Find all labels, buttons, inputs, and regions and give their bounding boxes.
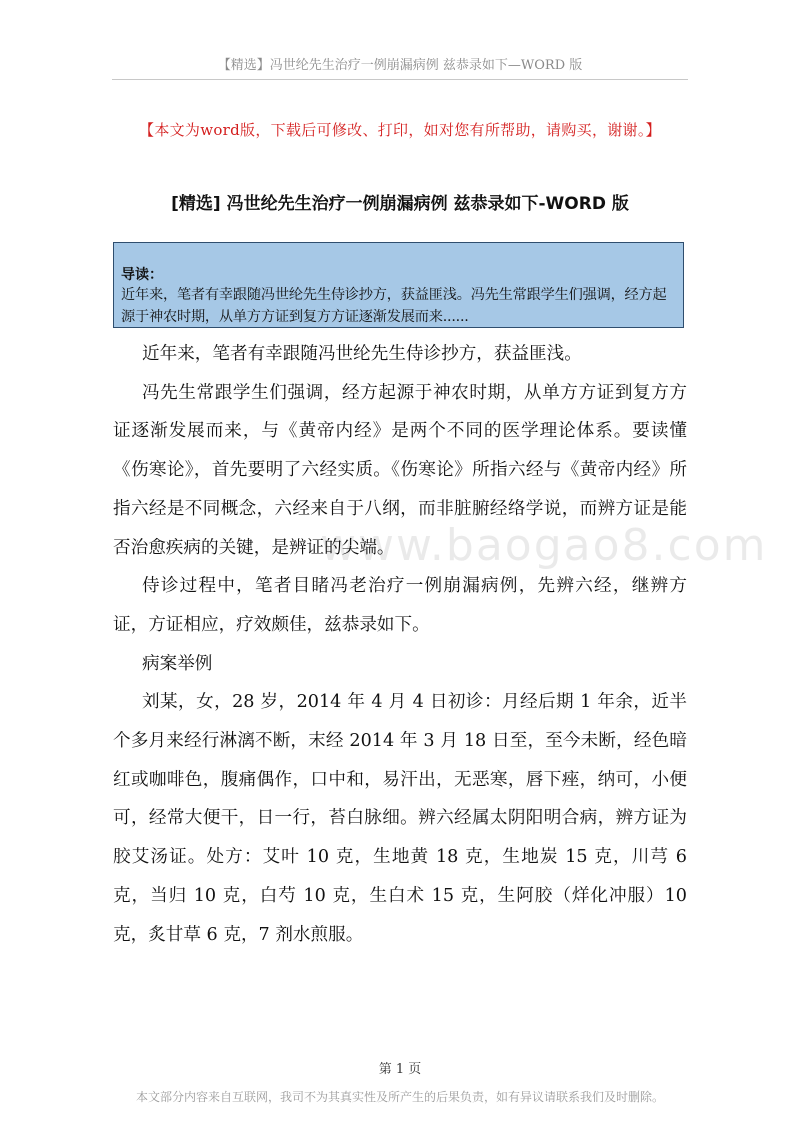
intro-label: 导读： — [121, 267, 163, 283]
watermark: www.baogao8.com — [320, 520, 768, 571]
intro-text: 近年来，笔者有幸跟随冯世纶先生侍诊抄方，获益匪浅。冯先生常跟学生们强调，经方起源于神农时期，从单方方证到复方方证逐渐发展而来...... — [121, 287, 667, 325]
paragraph-1: 近年来，笔者有幸跟随冯世纶先生侍诊抄方，获益匪浅。 — [142, 344, 582, 364]
page-number: 第 1 页 — [378, 1062, 422, 1077]
footer-disclaimer: 本文部分内容来自互联网，我司不为其真实性及所产生的后果负责，如有异议请联系我们及时删除。 — [135, 1090, 664, 1104]
intro-box — [113, 242, 684, 328]
word-version-notice: 【本文为word版，下载后可修改、打印，如对您有所帮助，请购买，谢谢。】 — [139, 121, 661, 139]
document-title: [精选] 冯世纶先生治疗一例崩漏病例 兹恭录如下-WORD 版 — [171, 194, 629, 214]
body-text — [113, 335, 687, 954]
section-heading: 病案举例 — [142, 653, 213, 674]
running-header: 【精选】冯世纶先生治疗一例崩漏病例 兹恭录如下—WORD 版 — [112, 54, 688, 80]
paragraph-case: 刘某，女，28 岁，2014 年 4 月 4 日初诊：月经后期 1 年余，近半个多月来经行淋漓不断，末经 2014 年 3 月 18 日至，至今未断，经色暗红或咖啡色，腹痛偶作，口中和，易汗出，无恶寒，唇下痤，纳可，小便可，经常大便干，日一行，苔白脉细。辨六经属太阴阳明合病，辨方证为胶艾汤证。处方：艾叶 10 克，生地黄 18 克，生地炭 15 克，川芎 6 克，当归 10 克，白芍 10 克，生白术 15 克，生阿胶（烊化冲服）10 克，炙甘草 6 克，7 剂水煎服。 — [113, 692, 687, 945]
paragraph-3: 侍诊过程中，笔者目睹冯老治疗一例崩漏病例，先辨六经，继辨方证，方证相应，疗效颇佳，兹恭录如下。 — [113, 576, 687, 635]
paragraph-2: 冯先生常跟学生们强调，经方起源于神农时期，从单方方证到复方方证逐渐发展而来，与《黄帝内经》是两个不同的医学理论体系。要读懂《伤寒论》，首先要明了六经实质。《伤寒论》所指六经与《黄帝内经》所指六经是不同概念，六经来自于八纲，而非脏腑经络学说，而辨方证是能否治愈疾病的关键，是辨证的尖端。 — [113, 382, 687, 558]
